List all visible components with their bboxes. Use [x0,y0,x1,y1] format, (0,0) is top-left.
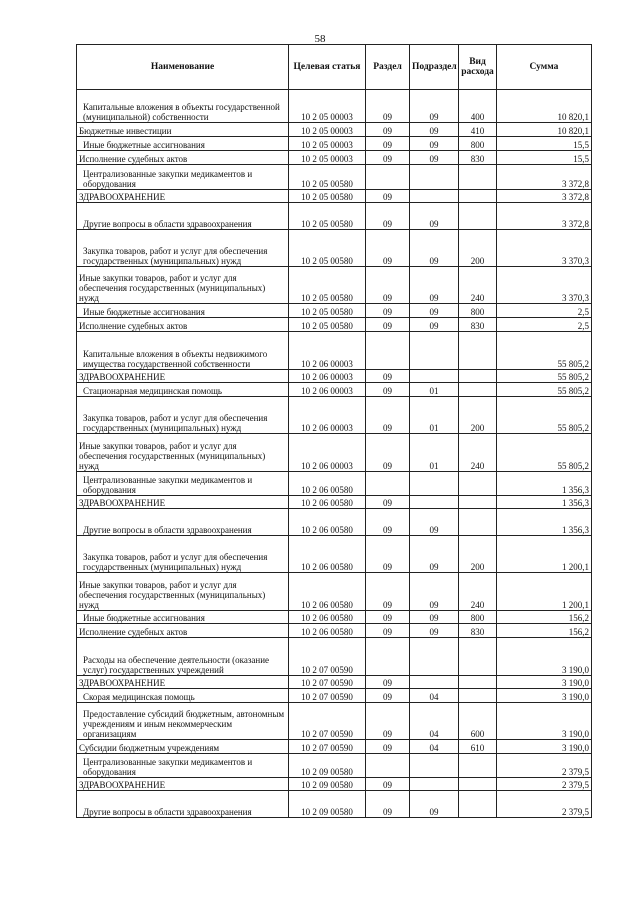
table-row [77,573,592,611]
cell-subsection: 09 [410,267,459,304]
table-row [77,137,592,151]
cell-expense-type: 400 [459,90,497,123]
cell-section: 09 [366,370,410,383]
table-row [77,624,592,638]
cell-name: Другие вопросы в области здравоохранения [77,791,289,818]
cell-article: 10 2 06 00580 [289,509,366,536]
cell-name: Другие вопросы в области здравоохранения [77,509,289,536]
table-row [77,509,592,536]
cell-name: Исполнение судебных актов [77,151,289,165]
cell-sum: 15,5 [497,151,592,165]
cell-subsection [410,370,459,383]
cell-name: ЗДРАВООХРАНЕНИЕ [77,676,289,689]
cell-name: Централизованные закупки медикаментов и оборудования [77,754,289,778]
cell-subsection: 09 [410,624,459,638]
cell-subsection: 09 [410,791,459,818]
cell-sum: 3 372,8 [497,165,592,190]
header-subsection: Подраздел [410,45,459,90]
cell-sum: 3 190,0 [497,703,592,740]
cell-section: 09 [366,689,410,703]
page-number: 58 [314,33,326,45]
cell-sum: 156,2 [497,624,592,638]
cell-expense-type [459,689,497,703]
cell-sum: 15,5 [497,137,592,151]
cell-subsection: 01 [410,383,459,397]
cell-section: 09 [366,190,410,203]
cell-article: 10 2 05 00003 [289,90,366,123]
cell-sum: 1 200,1 [497,536,592,573]
cell-name: ЗДРАВООХРАНЕНИЕ [77,778,289,791]
cell-subsection: 09 [410,318,459,332]
cell-subsection: 01 [410,434,459,472]
cell-section: 09 [366,536,410,573]
cell-subsection [410,190,459,203]
cell-subsection [410,332,459,370]
cell-sum: 2 379,5 [497,778,592,791]
cell-name: Стационарная медицинская помощь [77,383,289,397]
cell-expense-type: 610 [459,740,497,754]
table-row [77,536,592,573]
budget-table [76,44,592,818]
header-sum: Сумма [497,45,592,90]
cell-sum: 2 379,5 [497,791,592,818]
cell-article: 10 2 05 00003 [289,151,366,165]
cell-article: 10 2 06 00003 [289,434,366,472]
cell-sum: 2,5 [497,318,592,332]
cell-sum: 2,5 [497,304,592,318]
cell-subsection [410,676,459,689]
cell-expense-type: 200 [459,536,497,573]
cell-section: 09 [366,304,410,318]
cell-section [366,472,410,496]
cell-expense-type [459,383,497,397]
cell-subsection: 09 [410,573,459,611]
cell-article: 10 2 05 00580 [289,267,366,304]
cell-article: 10 2 09 00580 [289,754,366,778]
cell-sum: 3 190,0 [497,689,592,703]
cell-article: 10 2 09 00580 [289,791,366,818]
cell-sum: 1 200,1 [497,573,592,611]
cell-subsection [410,778,459,791]
table-row [77,754,592,778]
cell-name: Капитальные вложения в объекты государственной (муниципальной) собственности [77,90,289,123]
cell-name: Иные закупки товаров, работ и услуг для обеспечения государственных (муниципальных) нужд [77,434,289,472]
cell-subsection [410,165,459,190]
cell-article: 10 2 05 00580 [289,203,366,230]
cell-name: ЗДРАВООХРАНЕНИЕ [77,496,289,509]
cell-name: Централизованные закупки медикаментов и оборудования [77,472,289,496]
cell-article: 10 2 06 00003 [289,332,366,370]
cell-expense-type: 410 [459,123,497,137]
table-row [77,304,592,318]
cell-expense-type: 240 [459,267,497,304]
table-row [77,230,592,267]
cell-sum: 3 370,3 [497,267,592,304]
cell-article: 10 2 05 00580 [289,318,366,332]
cell-section [366,754,410,778]
cell-expense-type [459,203,497,230]
cell-name: Иные бюджетные ассигнования [77,137,289,151]
cell-article: 10 2 05 00580 [289,304,366,318]
cell-expense-type [459,676,497,689]
cell-name: Бюджетные инвестиции [77,123,289,137]
table-row [77,332,592,370]
cell-sum: 3 190,0 [497,638,592,676]
cell-name: Закупка товаров, работ и услуг для обеспечения государственных (муниципальных) нужд [77,397,289,434]
cell-section: 09 [366,740,410,754]
cell-article: 10 2 07 00590 [289,740,366,754]
cell-expense-type: 600 [459,703,497,740]
cell-expense-type [459,754,497,778]
cell-name: Исполнение судебных актов [77,318,289,332]
cell-subsection: 01 [410,397,459,434]
cell-expense-type: 830 [459,318,497,332]
table-row [77,203,592,230]
cell-name: Скорая медицинская помощь [77,689,289,703]
cell-article: 10 2 06 00580 [289,624,366,638]
table-row [77,397,592,434]
cell-article: 10 2 05 00003 [289,123,366,137]
cell-subsection: 09 [410,203,459,230]
cell-expense-type [459,638,497,676]
cell-article: 10 2 07 00590 [289,703,366,740]
cell-article: 10 2 06 00580 [289,573,366,611]
cell-subsection: 09 [410,151,459,165]
cell-section: 09 [366,509,410,536]
table-row [77,496,592,509]
cell-expense-type: 800 [459,137,497,151]
cell-sum: 55 805,2 [497,397,592,434]
cell-subsection: 09 [410,536,459,573]
cell-section: 09 [366,203,410,230]
table-row [77,267,592,304]
cell-sum: 55 805,2 [497,370,592,383]
cell-expense-type [459,509,497,536]
cell-section: 09 [366,778,410,791]
cell-subsection: 09 [410,611,459,624]
cell-section: 09 [366,123,410,137]
cell-article: 10 2 05 00580 [289,230,366,267]
cell-section: 09 [366,318,410,332]
cell-section: 09 [366,397,410,434]
cell-expense-type: 200 [459,397,497,434]
cell-section: 09 [366,137,410,151]
cell-article: 10 2 05 00003 [289,137,366,151]
table-row [77,676,592,689]
cell-subsection [410,496,459,509]
cell-section [366,332,410,370]
cell-expense-type: 240 [459,434,497,472]
cell-section: 09 [366,676,410,689]
cell-article: 10 2 06 00003 [289,383,366,397]
cell-article: 10 2 07 00590 [289,676,366,689]
cell-section: 09 [366,434,410,472]
cell-expense-type: 240 [459,573,497,611]
table-row [77,151,592,165]
cell-sum: 3 190,0 [497,740,592,754]
cell-name: Закупка товаров, работ и услуг для обеспечения государственных (муниципальных) нужд [77,536,289,573]
table-row [77,123,592,137]
cell-section: 09 [366,624,410,638]
cell-subsection: 09 [410,304,459,318]
cell-name: Иные закупки товаров, работ и услуг для обеспечения государственных (муниципальных) нужд [77,267,289,304]
table-row [77,383,592,397]
header-section: Раздел [366,45,410,90]
table-row [77,90,592,123]
table-row [77,472,592,496]
cell-name: ЗДРАВООХРАНЕНИЕ [77,370,289,383]
table-header-row [77,45,592,90]
table-body [77,90,592,818]
table-row [77,318,592,332]
cell-article: 10 2 07 00590 [289,638,366,676]
cell-article: 10 2 05 00580 [289,190,366,203]
table-row [77,703,592,740]
cell-name: ЗДРАВООХРАНЕНИЕ [77,190,289,203]
cell-subsection: 04 [410,740,459,754]
table-row [77,791,592,818]
cell-name: Закупка товаров, работ и услуг для обеспечения государственных (муниципальных) нужд [77,230,289,267]
cell-sum: 2 379,5 [497,754,592,778]
cell-expense-type [459,370,497,383]
cell-expense-type: 830 [459,624,497,638]
cell-name: Другие вопросы в области здравоохранения [77,203,289,230]
cell-expense-type [459,472,497,496]
cell-expense-type: 800 [459,611,497,624]
cell-article: 10 2 07 00590 [289,689,366,703]
cell-article: 10 2 06 00580 [289,496,366,509]
header-expense-type: Вид расхода [459,45,497,90]
cell-section: 09 [366,90,410,123]
cell-article: 10 2 06 00580 [289,472,366,496]
table-row [77,778,592,791]
cell-expense-type [459,190,497,203]
cell-sum: 10 820,1 [497,90,592,123]
header-name: Наименование [77,45,289,90]
table-row [77,740,592,754]
cell-sum: 3 372,8 [497,190,592,203]
cell-section: 09 [366,496,410,509]
cell-sum: 3 372,8 [497,203,592,230]
table-row [77,638,592,676]
cell-subsection: 09 [410,137,459,151]
cell-sum: 55 805,2 [497,332,592,370]
cell-name: Исполнение судебных актов [77,624,289,638]
table-row [77,611,592,624]
cell-expense-type [459,778,497,791]
cell-subsection: 09 [410,123,459,137]
cell-article: 10 2 09 00580 [289,778,366,791]
cell-name: Централизованные закупки медикаментов и оборудования [77,165,289,190]
cell-subsection: 04 [410,689,459,703]
cell-section: 09 [366,611,410,624]
cell-expense-type: 200 [459,230,497,267]
cell-expense-type [459,165,497,190]
cell-sum: 1 356,3 [497,472,592,496]
cell-subsection: 04 [410,703,459,740]
cell-expense-type [459,496,497,509]
cell-section: 09 [366,791,410,818]
cell-section: 09 [366,151,410,165]
cell-expense-type [459,791,497,818]
table-row [77,434,592,472]
cell-sum: 1 356,3 [497,509,592,536]
cell-name: Расходы на обеспечение деятельности (оказание услуг) государственных учреждений [77,638,289,676]
cell-article: 10 2 05 00580 [289,165,366,190]
cell-sum: 55 805,2 [497,383,592,397]
cell-name: Капитальные вложения в объекты недвижимого имущества государственной собственности [77,332,289,370]
table-row [77,165,592,190]
cell-section: 09 [366,383,410,397]
cell-name: Субсидии бюджетным учреждениям [77,740,289,754]
cell-sum: 156,2 [497,611,592,624]
cell-section: 09 [366,230,410,267]
cell-subsection: 09 [410,509,459,536]
header-article: Целевая статья [289,45,366,90]
cell-subsection: 09 [410,230,459,267]
cell-subsection [410,638,459,676]
cell-name: Иные закупки товаров, работ и услуг для обеспечения государственных (муниципальных) нужд [77,573,289,611]
cell-expense-type [459,332,497,370]
cell-sum: 1 356,3 [497,496,592,509]
cell-subsection [410,754,459,778]
cell-section: 09 [366,573,410,611]
table-row [77,370,592,383]
cell-article: 10 2 06 00580 [289,536,366,573]
cell-article: 10 2 06 00580 [289,611,366,624]
cell-sum: 3 370,3 [497,230,592,267]
table-row [77,190,592,203]
cell-expense-type: 800 [459,304,497,318]
cell-subsection [410,472,459,496]
cell-expense-type: 830 [459,151,497,165]
cell-section [366,638,410,676]
cell-section: 09 [366,703,410,740]
cell-article: 10 2 06 00003 [289,397,366,434]
cell-name: Иные бюджетные ассигнования [77,611,289,624]
cell-sum: 55 805,2 [497,434,592,472]
cell-section: 09 [366,267,410,304]
cell-name: Предоставление субсидий бюджетным, автономным учреждениям и иным некоммерческим организациям [77,703,289,740]
cell-name: Иные бюджетные ассигнования [77,304,289,318]
cell-sum: 10 820,1 [497,123,592,137]
cell-article: 10 2 06 00003 [289,370,366,383]
cell-sum: 3 190,0 [497,676,592,689]
cell-section [366,165,410,190]
cell-subsection: 09 [410,90,459,123]
table-row [77,689,592,703]
